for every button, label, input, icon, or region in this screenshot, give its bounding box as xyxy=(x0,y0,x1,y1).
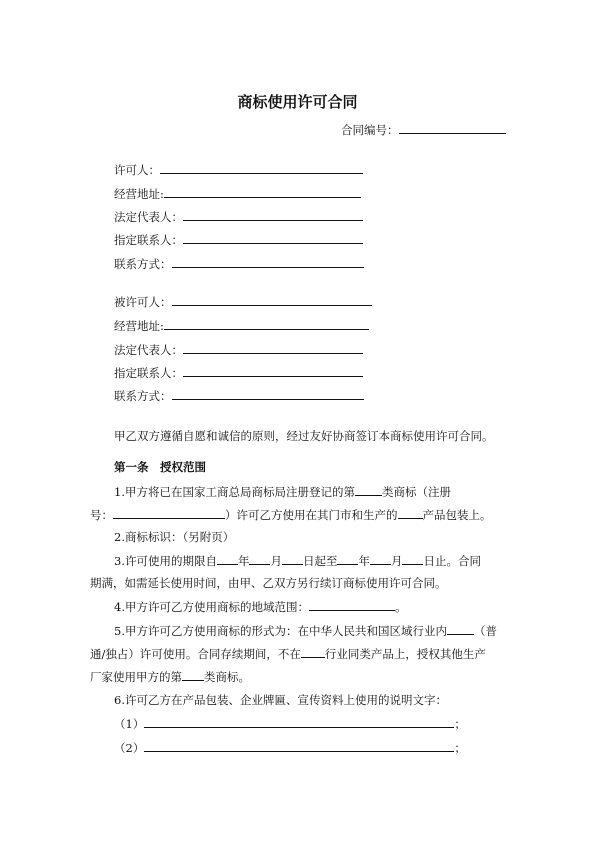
clause-6: 6.许可乙方在产品包装、企业牌匾、宣传资料上使用的说明文字： xyxy=(114,693,447,707)
end-year-field[interactable] xyxy=(337,552,358,565)
clause-1-text-e: 产品包装上。 xyxy=(422,508,492,522)
territory-field[interactable] xyxy=(309,598,395,611)
licensee-address-label: 经营地址: xyxy=(114,319,164,333)
clause-5-text-a: 5.甲方许可乙方使用商标的形式为：在中华人民共和国区域行业内 xyxy=(114,624,447,638)
clause-1-text-b: 类商标（注册 xyxy=(381,485,451,499)
clause-2: 2.商标标识：（另附页） xyxy=(114,530,235,544)
licensee-legal-rep-row xyxy=(114,341,363,358)
clause-5-line-1 xyxy=(114,622,497,639)
clause-1-text-d: ）许可乙方使用在其门市和生产的 xyxy=(225,508,398,522)
clause-6-item-2 xyxy=(114,739,466,756)
licensee-address-row xyxy=(114,317,369,334)
clause-3-year-label: 年 xyxy=(237,554,250,568)
license-type-field[interactable] xyxy=(447,622,474,635)
registration-number-field[interactable] xyxy=(113,506,225,519)
licensee-contact-row xyxy=(114,387,364,404)
start-year-field[interactable] xyxy=(217,552,238,565)
clause-3-text-b: 日起至 xyxy=(302,554,338,568)
clause-5-line-2 xyxy=(90,645,486,662)
clause-5-text-f: 类商标。 xyxy=(204,670,250,684)
licensee-name-row xyxy=(114,293,372,310)
contract-number-label: 合同编号： xyxy=(341,123,399,137)
licensee-contact-person-row xyxy=(114,364,363,381)
clause-6-item-1 xyxy=(114,715,466,732)
start-day-field[interactable] xyxy=(282,552,303,565)
clause-5-line-3 xyxy=(90,668,250,685)
intro-paragraph: 甲乙双方遵循自愿和诚信的原则，经过友好协商签订本商标使用许可合同。 xyxy=(114,429,494,443)
clause-5-text-b: （普 xyxy=(473,624,497,638)
licensee-contact-field[interactable] xyxy=(172,387,364,400)
clause-4-text-a: 4.甲方许可乙方使用商标的地域范围： xyxy=(114,600,309,614)
licensee-name-field[interactable] xyxy=(172,293,372,306)
licensor-name-row xyxy=(114,161,363,178)
clause-4-text-b: 。 xyxy=(394,600,407,614)
clause-3-line-2: 期满，如需延长使用时间，由甲、乙双方另行续订商标使用许可合同。 xyxy=(90,576,447,590)
clause-1-text-a: 1.甲方将已在国家工商总局商标局注册登记的第 xyxy=(114,485,355,499)
licensor-contact-label: 联系方式： xyxy=(114,257,172,271)
clause-1-line-1 xyxy=(114,483,451,500)
clause-3-year-label-2: 年 xyxy=(358,554,370,568)
end-day-field[interactable] xyxy=(402,552,423,565)
licensor-contact-person-field[interactable] xyxy=(183,231,363,244)
licensor-name-field[interactable] xyxy=(160,161,363,174)
licensor-contact-row xyxy=(114,255,364,272)
clause-1-text-c: 号： xyxy=(90,508,113,522)
licensor-name-label: 许可人： xyxy=(114,163,160,177)
clause-5-text-d: 行业同类产品上，授权其他生产 xyxy=(324,647,486,661)
licensee-contact-person-label: 指定联系人： xyxy=(114,366,183,380)
contract-number-row xyxy=(341,121,506,138)
class-field[interactable] xyxy=(182,668,204,681)
start-month-field[interactable] xyxy=(249,552,270,565)
industry-field[interactable] xyxy=(301,645,325,658)
clause-6-item-2-semicolon: ； xyxy=(454,741,466,755)
clause-5-text-e: 厂家使用甲方的第 xyxy=(90,670,182,684)
licensee-legal-rep-field[interactable] xyxy=(183,341,363,354)
licensor-contact-person-label: 指定联系人： xyxy=(114,233,183,247)
contract-number-field[interactable] xyxy=(399,121,506,134)
clause-3-text-a: 3.许可使用的期限自 xyxy=(114,554,217,568)
licensor-address-field[interactable] xyxy=(164,185,361,198)
clause-6-item-1-semicolon: ； xyxy=(454,717,466,731)
licensor-legal-rep-label: 法定代表人： xyxy=(114,210,183,224)
licensee-legal-rep-label: 法定代表人： xyxy=(114,343,183,357)
description-field-1[interactable] xyxy=(144,715,454,728)
end-month-field[interactable] xyxy=(370,552,391,565)
licensor-contact-field[interactable] xyxy=(172,255,364,268)
clause-3-month-label-2: 月 xyxy=(390,554,403,568)
clause-3-month-label: 月 xyxy=(270,554,282,568)
licensee-contact-label: 联系方式： xyxy=(114,389,172,403)
licensor-contact-person-row xyxy=(114,231,363,248)
trademark-class-field[interactable] xyxy=(355,483,382,496)
licensor-address-row xyxy=(114,185,361,202)
description-field-2[interactable] xyxy=(144,739,454,752)
document-title: 商标使用许可合同 xyxy=(237,93,358,111)
licensee-address-field[interactable] xyxy=(164,317,369,330)
clause-1-line-2 xyxy=(90,506,492,523)
licensor-address-label: 经营地址: xyxy=(114,187,164,201)
licensor-legal-rep-field[interactable] xyxy=(183,208,363,221)
clause-5-text-c: 通/独占）许可使用。合同存续期间，不在 xyxy=(90,647,301,661)
product-field[interactable] xyxy=(398,506,423,519)
clause-6-item-1-label: （1） xyxy=(114,717,145,731)
article-1-heading: 第一条 授权范围 xyxy=(114,460,206,474)
clause-3-line-1 xyxy=(114,552,481,569)
clause-4 xyxy=(114,598,406,615)
licensee-name-label: 被许可人： xyxy=(114,295,172,309)
clause-3-text-c: 日止。合同 xyxy=(423,554,481,568)
licensee-contact-person-field[interactable] xyxy=(183,364,363,377)
clause-6-item-2-label: （2） xyxy=(114,741,145,755)
licensor-legal-rep-row xyxy=(114,208,363,225)
